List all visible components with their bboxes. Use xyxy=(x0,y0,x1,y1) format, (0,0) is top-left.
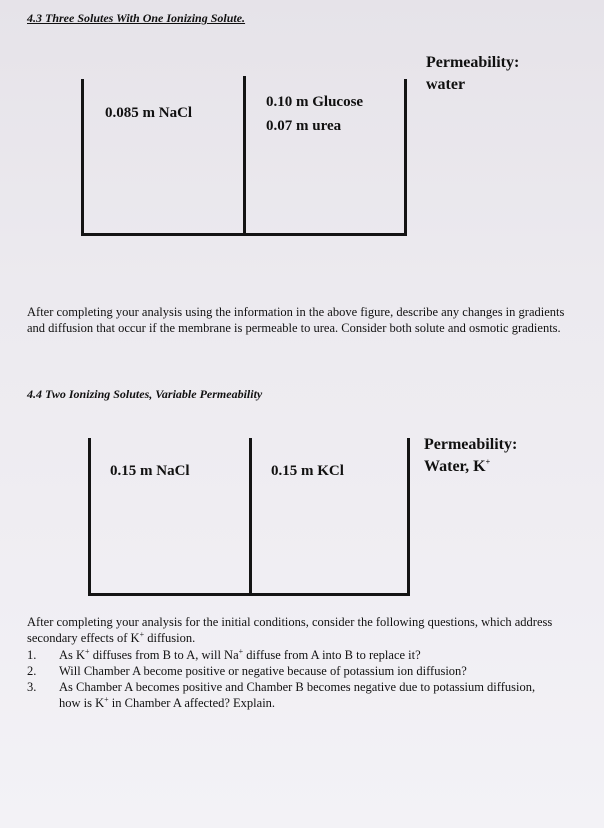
chamber-a-solute: 0.15 m NaCl xyxy=(110,463,190,479)
membrane xyxy=(243,76,246,235)
section-4-3-paragraph: After completing your analysis using the information in the above figure, describe any changes in gradients and diffusion that occur if the membrane is permeable to urea. Consider both solute and osmotic gradients. xyxy=(27,305,565,335)
permeability-label: Permeability: xyxy=(426,54,520,71)
chamber-left-wall xyxy=(81,79,84,235)
section-title-4-3: 4.3 Three Solutes With One Ionizing Solute. xyxy=(27,11,246,25)
chamber-floor xyxy=(81,233,407,236)
permeability-block-4-4 xyxy=(424,434,517,478)
permeability-label: Permeability: xyxy=(424,436,518,453)
chamber-right-wall xyxy=(404,79,407,235)
list-item: 3. As Chamber A becomes positive and Chamber B becomes negative due to potassium diffusion, how is K+ in Chamber A affected? Explain. xyxy=(27,680,536,710)
permeability-block-4-3 xyxy=(426,52,519,96)
permeability-value: Water, K+ xyxy=(424,457,491,475)
list-item: 2. Will Chamber A become positive or negative because of potassium ion diffusion? xyxy=(27,664,467,678)
chamber-a-solute: 0.085 m NaCl xyxy=(105,105,193,121)
chamber-b-solute-1: 0.10 m Glucose xyxy=(266,94,364,110)
list-item: 1. As K+ diffuses from B to A, will Na+ diffuse from A into B to replace it? xyxy=(27,646,421,662)
membrane xyxy=(249,438,252,595)
chamber-right-wall xyxy=(407,438,410,595)
chamber-left-wall xyxy=(88,438,91,595)
chamber-floor xyxy=(88,593,410,596)
permeability-value: water xyxy=(426,76,466,93)
section-title-4-4: 4.4 Two Ionizing Solutes, Variable Permeability xyxy=(27,387,263,401)
question-list xyxy=(27,647,547,711)
section-4-4-intro: After completing your analysis for the initial conditions, consider the following questions, which address secondary effects of K+ diffusion. xyxy=(27,615,553,645)
chamber-b-solute: 0.15 m KCl xyxy=(271,463,344,479)
chamber-b-solute-2: 0.07 m urea xyxy=(266,118,342,134)
